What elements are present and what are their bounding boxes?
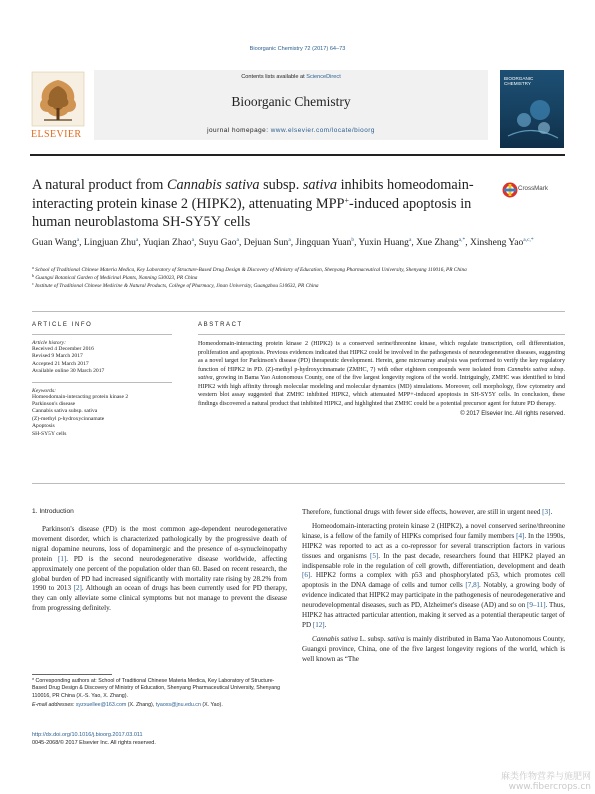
citation-link[interactable]: [3] [542,508,551,516]
affiliation-key: a [32,265,34,270]
issn-copyright: 0045-2068/© 2017 Elsevier Inc. All rights reserved. [32,739,156,746]
abstract-text-3: , growing in Bama Yao Autonomous County, one of the five largest longevity regions of the world. Intriguingly, ZMHC was identified to bind HIPK2 with high affinity through molecular modeling and molecular dynamics (MD) simulations. Moreover, cell morphology, flow cytometry and western blot assay suggested that ZMHC inhibited HIPK2, which attenuated MPP+-induced apoptosis in SH-SY5Y cells. In conclusion, these findings discovered a natural product that inhibited HIPK2, and highlighted that ZMHC could be a potential precursor agent for future PD therapy. [198,375,565,407]
author-name[interactable]: Xinsheng Yao [469,238,524,248]
journal-homepage [94,127,488,134]
author-affiliation-marker[interactable]: a [76,237,80,243]
citation-link[interactable]: [2] [73,584,82,593]
journal-banner [94,70,488,140]
article-info-heading: ARTICLE INFO [32,322,93,328]
abstract-species: Cannabis sativa [507,366,548,373]
p3-text-a: L. subsp. [357,634,388,643]
doi-link[interactable]: http://dx.doi.org/10.1016/j.bioorg.2017.03.011 [32,732,143,738]
keywords-title: Keywords: [32,387,57,394]
affiliation-item [32,274,567,282]
footnote-text: * Corresponding authors at: School of Traditional Chinese Materia Medica, Key Laboratory of Structure-Based Drug Design & Discovery of Ministry of Education, Shenyang Pharmaceutical University, Shenyang 110016, PR China (X.-S. Yao, X. Zhang). [32,678,281,699]
abstract-text-1: Homeodomain-interacting protein kinase 2 (HIPK2) is a conserved serine/threonine kinase, which regulate transcription, cell differentiation, proliferation and apoptosis. Previous evidences indicated that HIPK2 could be involved in the pathogenesis of neurodegenerative diseases, suggesting as a novel target for Parkinson's disease (PD) therapeutic development. Herein, gene microarray analysis was performed to verify the key regulatory function of HIPK2 in PD. (Z)-methyl p-hydroxycinnamate (ZMHC, 7) with other eighteen compounds were isolated from [198,341,565,373]
email-owner-zhang: (X. Zhang), [126,701,156,708]
citation-link[interactable]: [5] [370,551,379,560]
p3-species: Cannabis sativa [312,634,358,643]
affiliation-text: Institute of Traditional Chinese Medicine & Natural Products, College of Pharmacy, Jinan University, Guangzhou 510632, PR China [35,283,319,290]
keyword-item: Cannabis sativa subsp. sativa [32,408,98,415]
author-name[interactable]: Xue Zhang [416,238,459,248]
intro-paragraph-1-continued [302,508,565,518]
introduction-heading: 1. Introduction [32,508,74,515]
affiliation-item [32,266,567,274]
author-separator: , [465,238,470,248]
history-item: Received 4 December 2016 [32,346,94,352]
p3-text-b: is mainly distributed in Bama Yao Autonomous County, Guangxi province, China, one of the five largest longevity regions of the world, which is well known as “The [302,634,565,663]
p2-text-c: . In the past decade, researchers found that HIPK2 played an indispensable role in the regulation of cell growth, differentiation, development and death [302,551,566,570]
abstract-copyright: © 2017 Elsevier Inc. All rights reserved. [460,411,565,418]
homepage-link[interactable]: www.elsevier.com/locate/bioorg [270,127,375,134]
author-separator: , [238,238,244,248]
abstract-text [198,340,565,408]
title-superscript: + [344,195,350,205]
history-rule [32,382,172,383]
title-species: Cannabis sativa [167,177,260,193]
footnote-divider [32,674,112,675]
p2-text-g: . [324,620,327,629]
keyword-item: Parkinson's disease [32,401,76,408]
abstract-panel [198,322,565,417]
affiliation-item [32,282,567,290]
author-name[interactable]: Dejuan Sun [243,238,289,248]
email-link-zhang[interactable]: syzxuellee@163.com [75,701,127,708]
title-text-3: inhibits homeodomain-interacting protein kinase 2 (HIPK2), attenuating MPP [32,177,474,212]
body-left-column [32,508,287,614]
p1-text-c: . Although an ocean of drugs has been currently used for PD therapy, they can only alleviate some clinical symptoms but not manage to prevent the disease from progressing definitely. [32,584,288,613]
publisher-name: ELSEVIER [31,129,82,140]
citation-link[interactable]: [12] [312,620,325,629]
history-item: Revised 9 March 2017 [32,353,83,360]
author-separator: , [138,238,143,248]
author-separator: , [354,238,359,248]
p2-text-e: . Notably, a growing body of evidence indicated that HIPK2 may participate in the pathogenesis of neurodegenerative and neurodevelopmental diseases, such as PD, Alzheimer's disease (AD) and so on [302,581,565,610]
affiliation-divider [32,311,565,312]
title-subspecies: sativa [302,177,337,193]
p1-text-a: Parkinson's disease (PD) is the most common age-dependent neurodegenerative movement disorder, which is characterized pathologically by the progressive death of nigral dopamine neurons, loss of dopaminergic and the presence of α-synucleinopathy protein [32,525,287,563]
author-separator: , [194,238,199,248]
cover-graphic-icon [500,70,564,148]
header-divider [30,154,565,156]
history-title: Article history: [32,340,67,346]
p3-subspecies: sativa [387,634,405,643]
author-separator: , [290,238,296,248]
affiliation-key: b [32,273,34,279]
author-name[interactable]: Suyu Gao [198,238,237,248]
citation-link[interactable]: [4] [516,531,525,540]
p1-cont-text: Therefore, functional drugs with fewer side effects, however, are still in urgent need [302,508,543,516]
journal-header [30,70,565,152]
p2-text-f: . Thus, HIPK2 has attracted particular attention, making it served as a potential therapeutic target of PD [302,601,565,629]
body-right-column [302,508,565,665]
intro-paragraph-1 [32,525,287,614]
abstract-heading: ABSTRACT [198,322,243,328]
author-list [32,236,567,251]
footnote-emails [32,702,287,709]
citation-link[interactable]: [1] [57,554,67,563]
affiliation-text: School of Traditional Chinese Materia Medica, Key Laboratory of Structure-Based Drug Design & Discovery of Ministry of Education, Shenyang Pharmaceutical University, Shenyang 110016, PR China [35,267,467,273]
affiliation-text: Guangxi Botanical Garden of Medicinal Plants, Nanning 530023, PR China [35,275,198,282]
contents-availability [94,74,488,80]
author-name[interactable]: Yuqian Zhao [142,238,192,248]
article-meta-footer [32,732,287,747]
crossmark-label[interactable]: CrossMark [518,185,548,192]
author-separator: , [79,238,84,248]
elsevier-tree-logo-icon [30,70,86,132]
article-title [32,176,482,232]
abstract-rule [198,334,565,335]
sciencedirect-link[interactable]: ScienceDirect [306,74,341,80]
email-owner-yao: (X. Yao). [200,701,223,708]
email-link-yao[interactable]: tyaoxs@jnu.edu.cn [155,701,201,708]
history-item: Accepted 21 March 2017 [32,360,89,367]
intro-paragraph-3 [302,635,565,665]
author-affiliation-marker[interactable]: a [288,237,291,243]
homepage-prefix: journal homepage: [207,127,271,134]
journal-reference: Bioorganic Chemistry 72 (2017) 64–73 [249,46,346,52]
author-name[interactable]: Yuxin Huang [358,238,409,248]
keyword-item: SH-SY5Y cells [32,430,67,437]
keywords-list [32,394,172,438]
journal-cover-image [500,70,564,148]
citation-link[interactable]: [7,8] [465,581,480,590]
title-text-1: A natural product from [32,177,167,193]
author-affiliation-marker[interactable]: a [135,237,139,243]
citation-link[interactable]: [6] [302,571,311,580]
author-affiliation-marker[interactable]: a [191,237,195,243]
journal-name: Bioorganic Chemistry [231,94,351,109]
author-affiliation-marker[interactable]: a [236,237,239,243]
article-info-panel [32,322,172,438]
affiliation-list [32,266,567,290]
affiliation-key: c [32,281,34,287]
author-affiliation-marker[interactable]: a [408,237,412,243]
article-info-rule [32,334,172,335]
p1-text-b: . PD is the second neurodegenerative disease worldwide, affecting approximately one percent of the population older than 60. Based on recent research, the global burden of PD had increased significantly with mortality rate rising by 28.2% from 1990 to 2013 [32,554,288,593]
p2-text-b: . In the 1990s, HIPK2 was reported to act as a co-repressor for several transcription factors in various tissues and organisms [302,531,565,560]
author-name[interactable]: Guan Wang [32,238,77,248]
p1-cont-end: . [550,508,553,516]
history-item: Available online 30 March 2017 [32,368,105,375]
cover-title: BIOORGANIC CHEMISTRY [504,76,534,87]
corresponding-author-footnote [32,678,287,709]
contents-prefix: Contents lists available at [241,74,307,80]
author-affiliation-marker[interactable]: a,* [458,237,466,243]
author-affiliation-marker[interactable]: b [351,237,355,243]
keyword-item: (Z)-methyl p-hydroxycinnamate [32,415,105,422]
abstract-bottom-divider [32,483,565,484]
email-label: E-mail addresses: [32,701,76,708]
abstract-text-2: subsp. [547,366,565,373]
author-affiliation-marker[interactable]: a,c,* [523,237,534,243]
history-list [32,346,172,376]
keyword-item: Homeodomain-interacting protein kinase 2 [32,393,129,400]
author-name[interactable]: Lingjuan Zhu [83,238,136,248]
abstract-subspecies: sativa [198,375,213,382]
intro-paragraph-2 [302,522,565,631]
title-text-2: subsp. [259,177,303,193]
citation-link[interactable]: [9–11] [526,601,546,610]
keyword-item: Apoptosis [32,423,55,430]
title-text-4: -induced apoptosis in human neuroblastoma SH-SY5Y cells [32,195,472,230]
site-watermark: 麻类作物营养与施肥网 www.fibercrops.cn [500,772,591,792]
author-separator: , [411,238,417,248]
author-name[interactable]: Jingquan Yuan [295,238,352,248]
p2-text-a: Homeodomain-interacting protein kinase 2 (HIPK2), a novel conserved serine/threonine kinase, is a fellow of the family of HIPKs comprised four family members [302,521,565,540]
p2-text-d: . HIPK2 forms a complex with p53 and phosphorylated p53, which promotes cell apoptosis in the DNA damage of cells and tumor cells [302,571,565,590]
